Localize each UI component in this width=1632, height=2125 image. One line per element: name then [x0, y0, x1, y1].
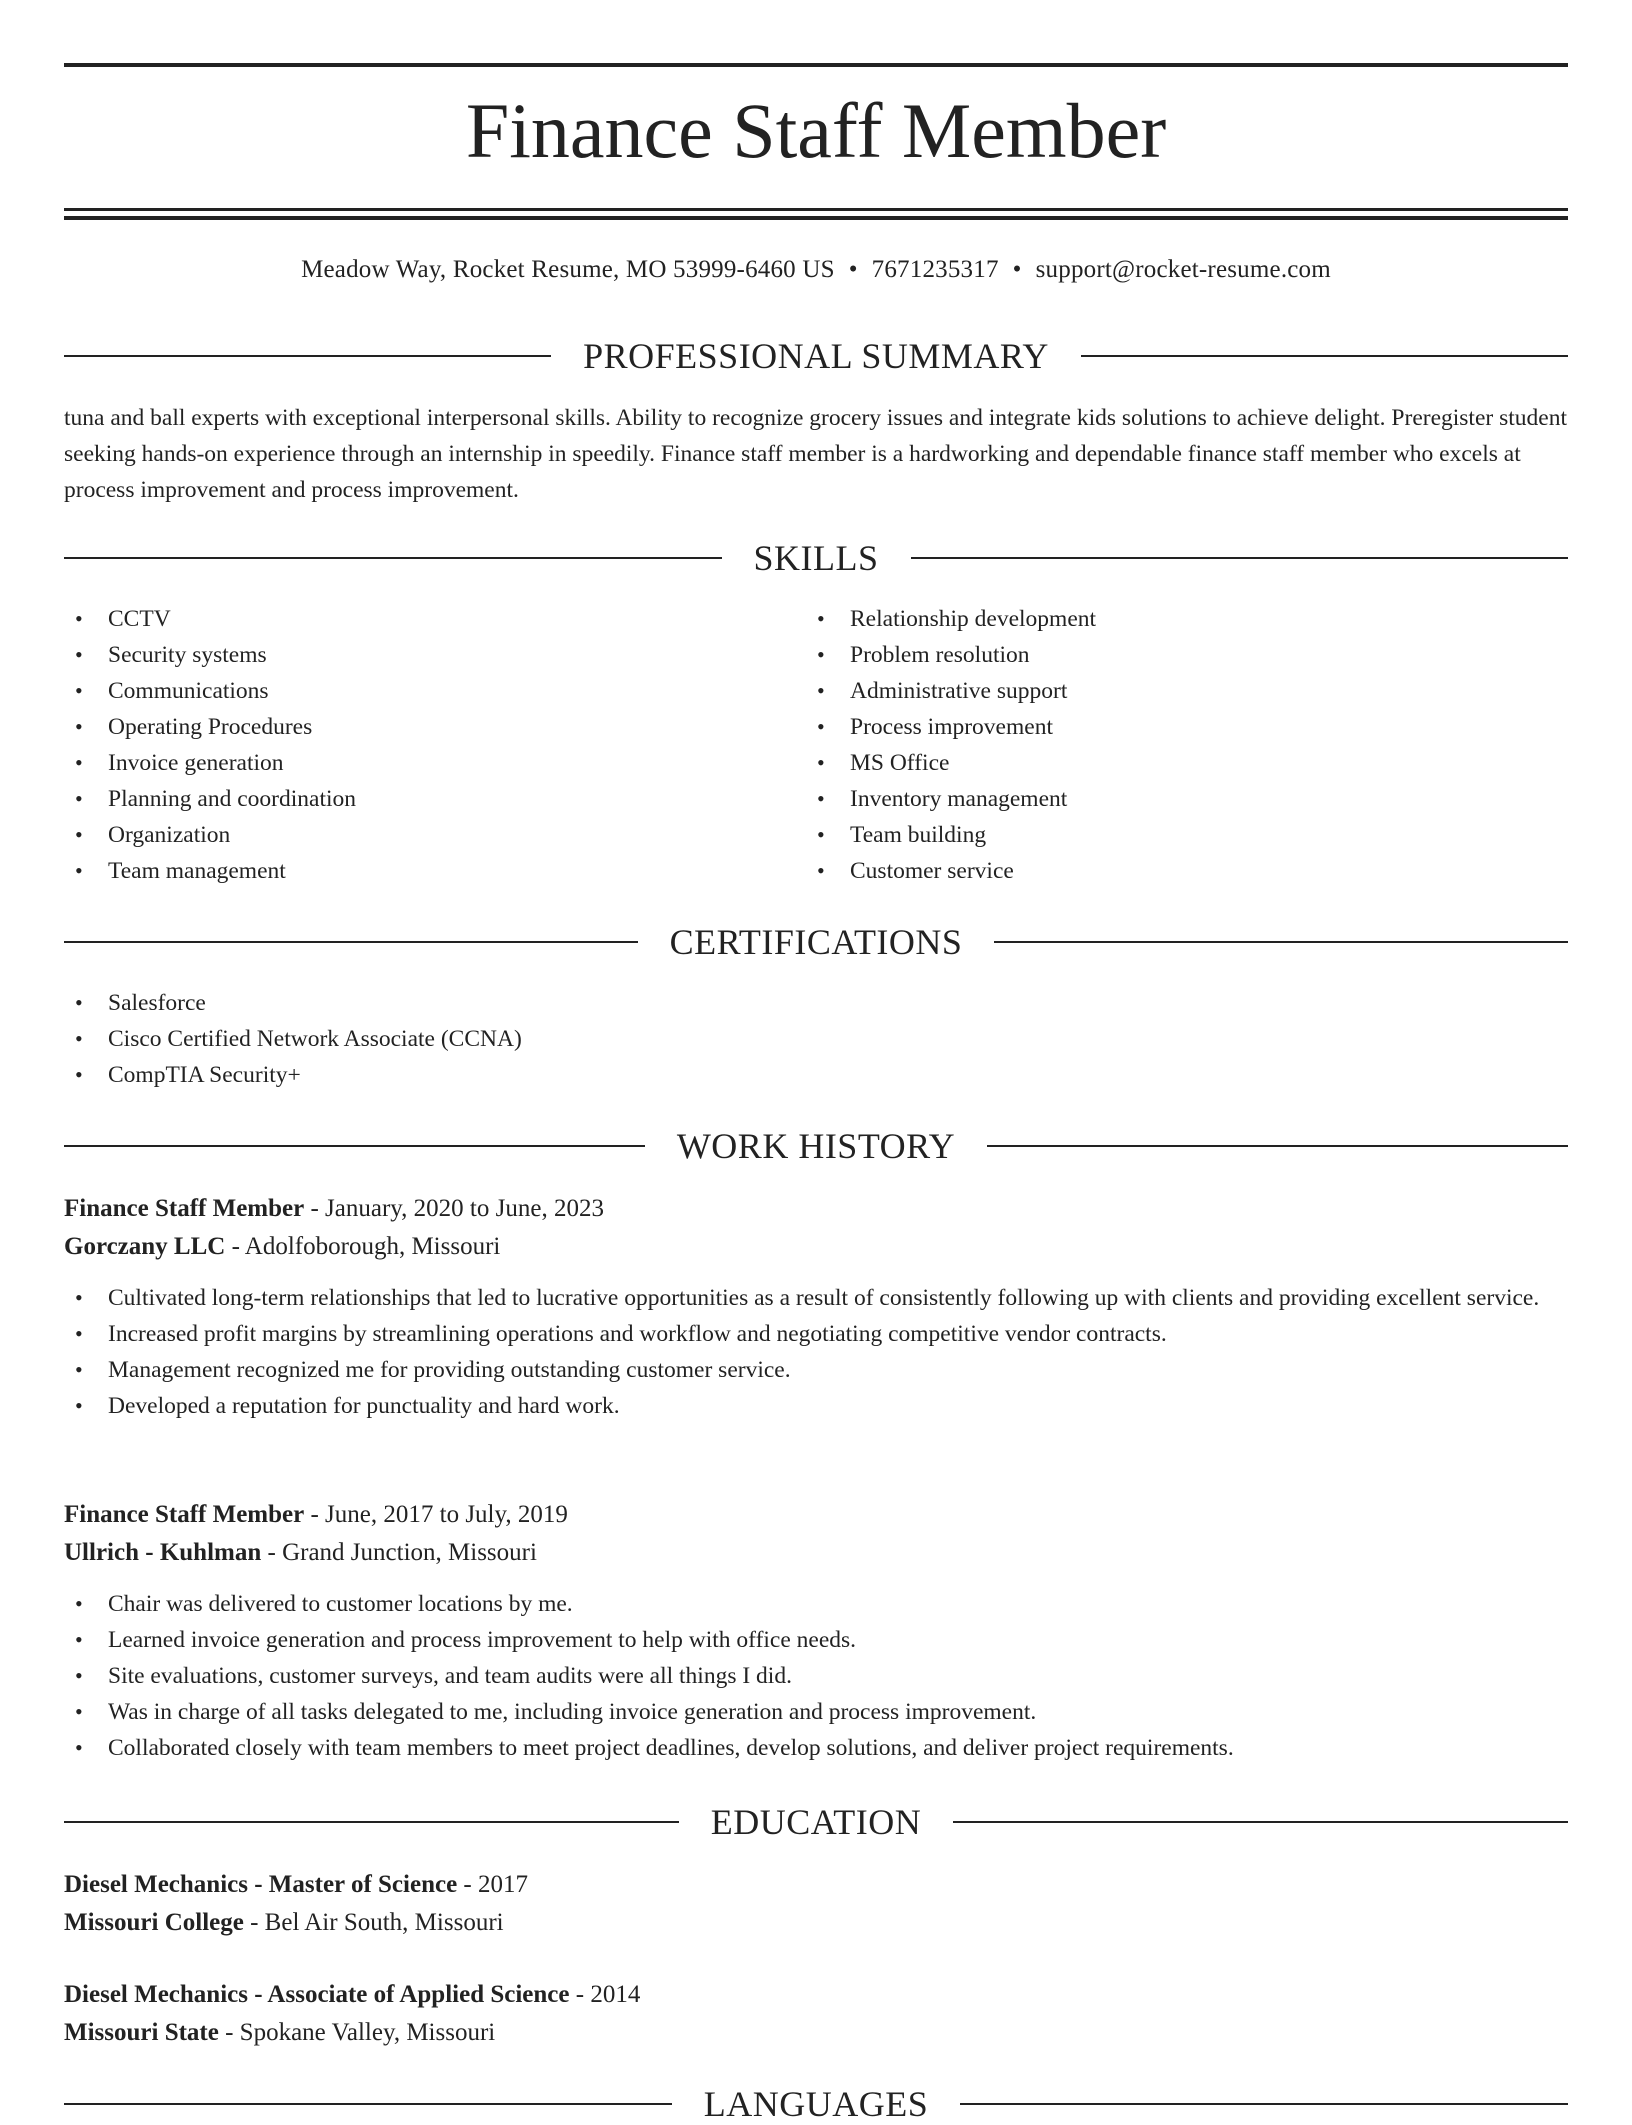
education-year: - 2017: [457, 1871, 528, 1898]
education-degree-line: [64, 1976, 1568, 2014]
education-degree: Diesel Mechanics - Associate of Applied Science: [64, 1981, 570, 2008]
skill-item: • Customer service: [806, 853, 1506, 889]
skill-item: • Operating Procedures: [64, 709, 764, 745]
section-rule: [953, 1821, 1568, 1823]
education-entry: [64, 1866, 1568, 1942]
job-bullet: • Site evaluations, customer surveys, and team audits were all things I did.: [64, 1658, 1568, 1694]
job-company-line: [64, 1534, 1568, 1572]
section-header-work-history: [64, 1126, 1568, 1166]
education-school-line: [64, 1904, 1568, 1942]
job-company-line: [64, 1228, 1568, 1266]
section-rule: [64, 2103, 672, 2105]
summary-text: tuna and ball experts with exceptional interpersonal skills. Ability to recognize grocery issues and integrate kids solutions to achieve delight. Preregister student seeking hands-on experience through an internship in speedily. Finance staff member is a hardworking and dependable finance staff member who excels at process improvement and process improvement.: [64, 405, 1567, 503]
section-header-certifications: [64, 922, 1568, 962]
job-bullet: • Was in charge of all tasks delegated to me, including invoice generation and process improvement.: [64, 1694, 1568, 1730]
job-title: Finance Staff Member: [64, 1501, 305, 1528]
job-bullet: • Learned invoice generation and process improvement to help with office needs.: [64, 1622, 1568, 1658]
contact-separator: •: [1012, 256, 1022, 283]
job-title: Finance Staff Member: [64, 1195, 305, 1222]
section-title: CERTIFICATIONS: [669, 922, 963, 962]
work-entry: [64, 1496, 1568, 1766]
contact-line: [64, 256, 1568, 284]
skill-item: • Invoice generation: [64, 745, 764, 781]
certification-item: • CompTIA Security+: [64, 1057, 1464, 1093]
section-rule: [960, 2103, 1568, 2105]
job-bullet: • Developed a reputation for punctuality and hard work.: [64, 1388, 1568, 1424]
contact-email: support@rocket-resume.com: [1035, 256, 1331, 283]
section-title: LANGUAGES: [703, 2084, 929, 2124]
skill-item: • Planning and coordination: [64, 781, 764, 817]
certification-item: • Salesforce: [64, 985, 1464, 1021]
education-year: - 2014: [569, 1981, 641, 2008]
education-school-line: [64, 2014, 1568, 2052]
education-degree-line: [64, 1866, 1568, 1904]
section-title: WORK HISTORY: [676, 1126, 956, 1166]
job-bullet: • Collaborated closely with team members to meet project deadlines, develop solutions, and deliver project requirements.: [64, 1730, 1568, 1766]
job-bullet: • Chair was delivered to customer locations by me.: [64, 1586, 1568, 1622]
work-entry: [64, 1190, 1568, 1424]
education-school: Missouri College: [64, 1909, 244, 1936]
section-title: PROFESSIONAL SUMMARY: [583, 336, 1049, 376]
skill-item: • Communications: [64, 673, 764, 709]
education-school: Missouri State: [64, 2019, 219, 2046]
skill-item: • CCTV: [64, 601, 764, 637]
skill-item: • Problem resolution: [806, 637, 1506, 673]
section-rule: [987, 1145, 1568, 1147]
section-rule: [1081, 355, 1568, 357]
section-rule: [64, 1145, 645, 1147]
skill-item: • Inventory management: [806, 781, 1506, 817]
skill-item: • Security systems: [64, 637, 764, 673]
job-company: Ullrich - Kuhlman: [64, 1539, 262, 1566]
job-title-line: [64, 1496, 1568, 1534]
candidate-name: Finance Staff Member: [465, 87, 1167, 174]
job-bullet: • Management recognized me for providing outstanding customer service.: [64, 1352, 1568, 1388]
job-bullets: [64, 1586, 1568, 1766]
section-rule: [64, 1821, 679, 1823]
job-location: - Adolfoborough, Missouri: [225, 1233, 501, 1260]
section-rule: [911, 557, 1569, 559]
section-rule: [64, 355, 551, 357]
job-dates: - January, 2020 to June, 2023: [304, 1195, 604, 1222]
top-rule: [64, 63, 1568, 67]
education-degree: Diesel Mechanics - Master of Science: [64, 1871, 458, 1898]
certification-item: • Cisco Certified Network Associate (CCNA): [64, 1021, 1464, 1057]
skill-item: • Administrative support: [806, 673, 1506, 709]
job-title-line: [64, 1190, 1568, 1228]
skills-list-right: [806, 601, 1506, 889]
skill-item: • MS Office: [806, 745, 1506, 781]
section-title: EDUCATION: [710, 1802, 922, 1842]
skill-item: • Relationship development: [806, 601, 1506, 637]
section-rule: [64, 941, 638, 943]
skill-item: • Organization: [64, 817, 764, 853]
education-location: - Bel Air South, Missouri: [243, 1909, 504, 1936]
double-rule: [64, 208, 1568, 220]
job-bullets: [64, 1280, 1568, 1424]
job-dates: - June, 2017 to July, 2019: [304, 1501, 568, 1528]
section-header-languages: [64, 2084, 1568, 2124]
job-bullet: • Increased profit margins by streamlining operations and workflow and negotiating competitive vendor contracts.: [64, 1316, 1568, 1352]
education-entry: [64, 1976, 1568, 2052]
skill-item: • Team management: [64, 853, 764, 889]
section-rule: [64, 557, 722, 559]
job-company: Gorczany LLC: [64, 1233, 226, 1260]
job-bullet: • Cultivated long-term relationships that led to lucrative opportunities as a result of consistently following up with clients and providing excellent service.: [64, 1280, 1568, 1316]
skills-list-left: [64, 601, 764, 889]
section-header-summary: [64, 336, 1568, 376]
skill-item: • Process improvement: [806, 709, 1506, 745]
certifications-list: [64, 985, 1464, 1093]
job-location: - Grand Junction, Missouri: [261, 1539, 537, 1566]
section-header-skills: [64, 538, 1568, 578]
contact-separator: •: [848, 256, 858, 283]
section-rule: [994, 941, 1568, 943]
section-title: SKILLS: [753, 538, 879, 578]
skill-item: • Team building: [806, 817, 1506, 853]
section-header-education: [64, 1802, 1568, 1842]
education-location: - Spokane Valley, Missouri: [218, 2019, 496, 2046]
contact-phone: 7671235317: [871, 256, 999, 283]
contact-address: Meadow Way, Rocket Resume, MO 53999-6460 US: [301, 256, 835, 283]
